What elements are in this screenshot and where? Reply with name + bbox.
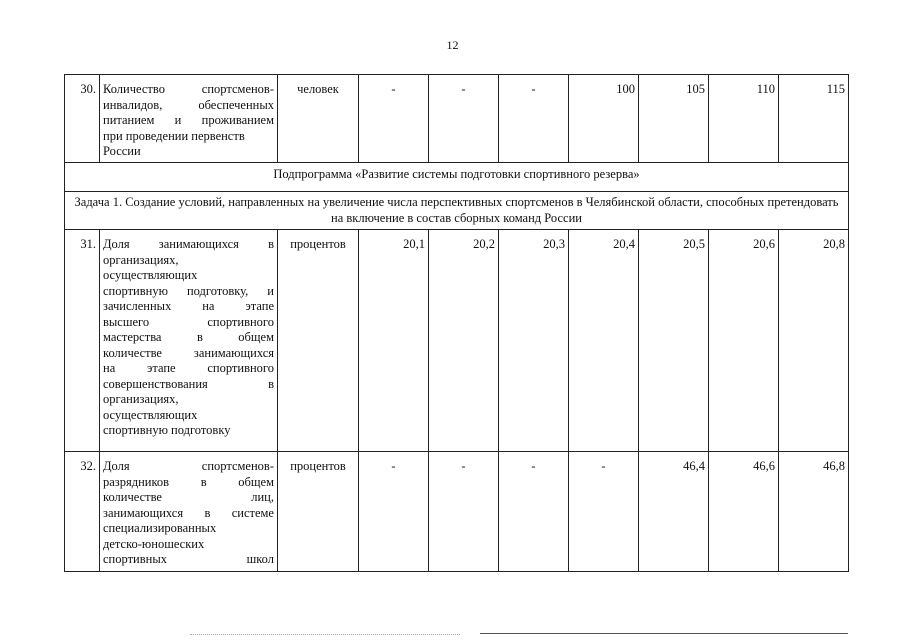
value-cell: 20,3 [499,230,569,452]
table-row [65,230,849,452]
description-line: России [103,144,141,158]
unit-cell: процентов [278,452,359,572]
value-cell: - [499,452,569,572]
description-line: питанием и проживанием [103,113,274,127]
description-line: занимающихся в системе [103,505,274,520]
unit-cell: процентов [278,230,359,452]
value-cell: 20,5 [639,230,709,452]
value-cell: 115 [779,75,849,163]
value-cell: 20,2 [429,230,499,452]
value-cell: 100 [569,75,639,163]
description-line: организациях, [103,392,179,406]
description-line: высшего спортивного [103,314,274,329]
value-cell: 105 [639,75,709,163]
value-cell: - [499,75,569,163]
table-row [65,75,849,163]
subprogram-title: Подпрограмма «Развитие системы подготовки спортивного резерва» [65,163,849,192]
description-line: Доля занимающихся в [103,237,274,251]
description-line: осуществляющих [103,407,198,422]
description-line: спортивную подготовку, и [103,283,274,298]
table-row [65,452,849,572]
description-line: организациях, [103,252,179,267]
value-cell: - [359,75,429,163]
indicators-table [64,74,849,572]
value-cell: 46,8 [779,452,849,572]
value-cell: 20,4 [569,230,639,452]
description-line: специализированных [103,521,217,535]
value-cell: 110 [709,75,779,163]
subprogram-row [65,163,849,192]
value-cell: 20,8 [779,230,849,452]
description-line: разрядников в общем [103,474,274,489]
value-cell: - [569,452,639,572]
indicator-description [100,75,278,163]
description-line: количестве лиц, [103,490,274,504]
description-line: осуществляющих [103,268,198,282]
value-cell: 20,1 [359,230,429,452]
page-number: 12 [446,38,459,52]
description-line: зачисленных на этапе [103,299,274,313]
indicator-description [100,452,278,572]
description-line: спортивную подготовку [103,423,231,437]
row-number: 32. [65,452,100,572]
scan-artifact-line [190,634,460,635]
description-line: спортивных школ [103,552,274,566]
row-number: 31. [65,230,100,452]
description-line: на этапе спортивного [103,361,274,375]
task-text: Задача 1. Создание условий, направленных на увеличение числа перспективных спортсменов в Челябинской области, способных претендовать на включение в состав сборных команд России [65,192,849,230]
value-cell: 20,6 [709,230,779,452]
description-line: совершенствования в [103,376,274,391]
value-cell: 46,6 [709,452,779,572]
unit-cell: человек [278,75,359,163]
value-cell: - [429,75,499,163]
description-line: детско-юношеских [103,536,205,551]
task-row [65,192,849,230]
value-cell: 46,4 [639,452,709,572]
value-cell: - [359,452,429,572]
row-number: 30. [65,75,100,163]
bottom-rule [480,633,848,634]
description-line: мастерства в общем [103,330,274,344]
description-line: при проведении первенств [103,128,245,143]
description-line: количестве занимающихся [103,345,274,360]
value-cell: - [429,452,499,572]
description-line: Доля спортсменов- [103,459,274,473]
description-line: инвалидов, обеспеченных [103,97,274,112]
indicator-description [100,230,278,452]
description-line: Количество спортсменов- [103,82,274,96]
